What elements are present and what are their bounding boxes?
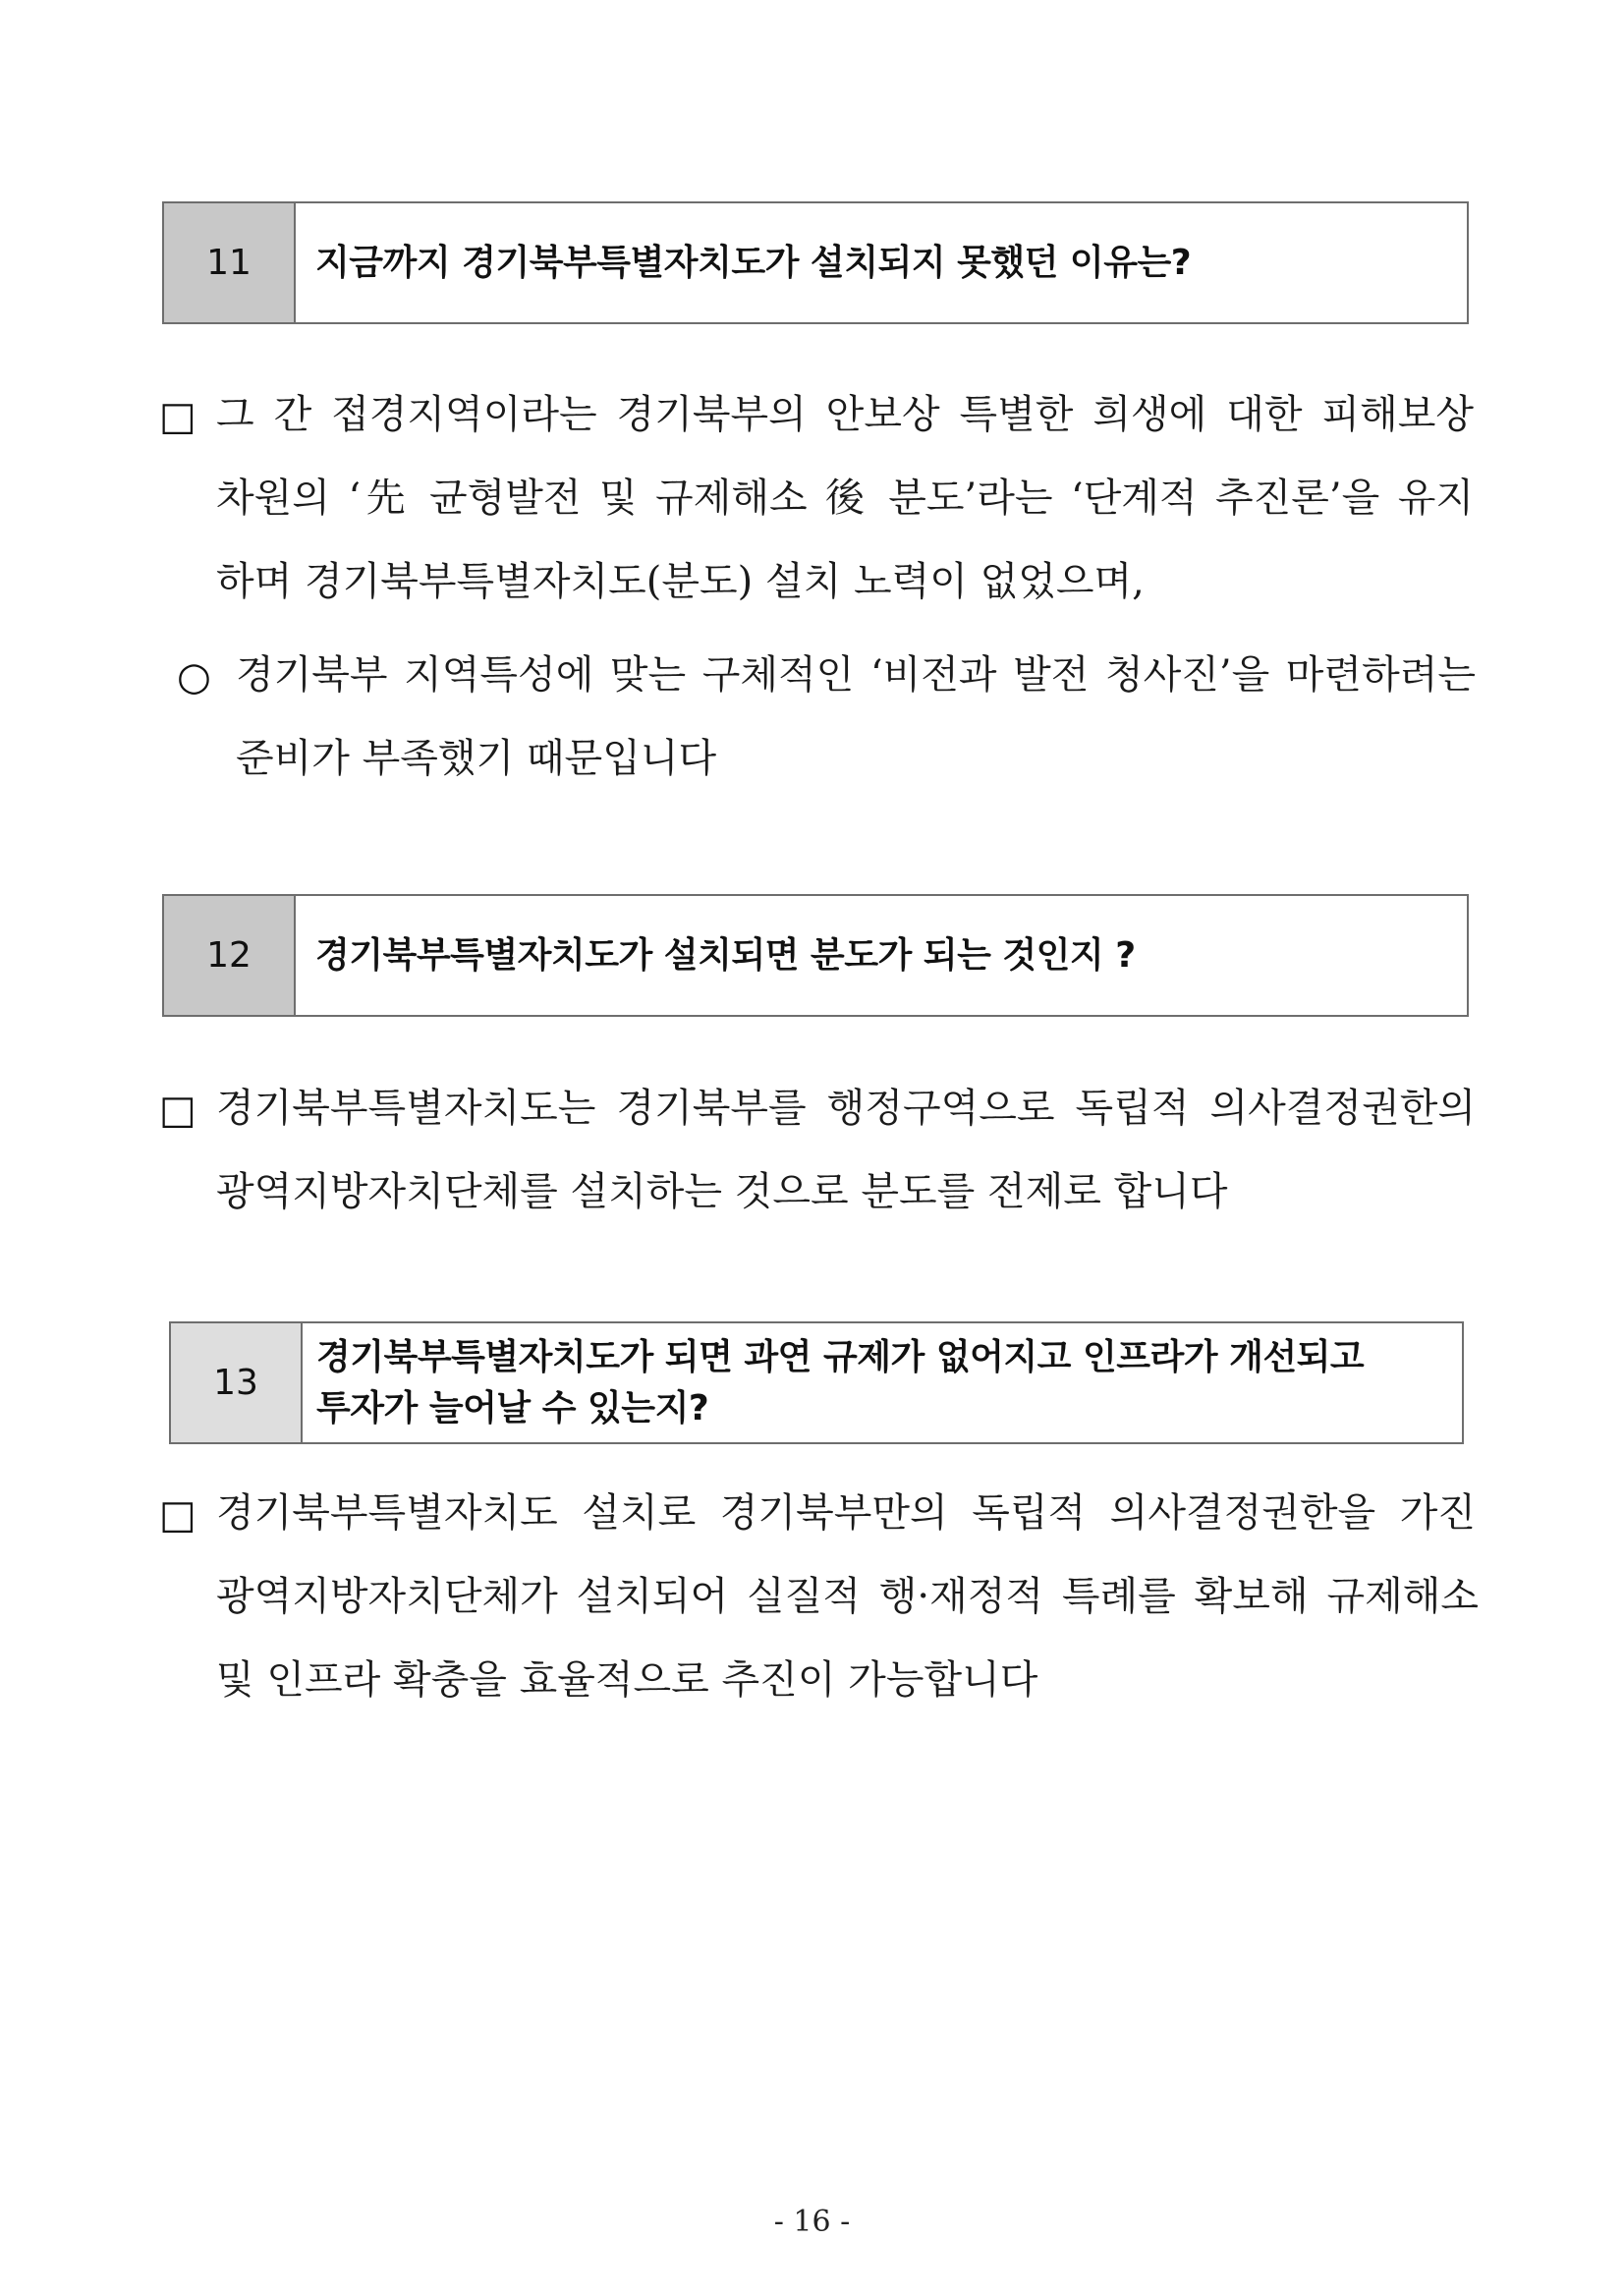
question-number: 11 <box>164 203 296 322</box>
question-title-line: 경기북부특별자치도가 되면 과연 규제가 없어지고 인프라가 개선되고 <box>316 1336 1365 1377</box>
answer-line: 및 인프라 확충을 효율적으로 추진이 가능합니다 <box>216 1657 1038 1703</box>
question-number: 12 <box>164 896 296 1015</box>
answer-line: 광역지방자치단체가 설치되어 실질적 행·재정적 특례를 확보해 규제해소 <box>216 1574 1479 1619</box>
question-title: 경기북부특별자치도가 설치되면 분도가 되는 것인지 ? <box>315 934 1136 976</box>
answer-line: 경기북부특별자치도 설치로 경기북부만의 독립적 의사결정권한을 가진 <box>216 1490 1476 1536</box>
box-bullet-icon: □ <box>159 1088 196 1133</box>
answer-line: 차원의 ‘先 균형발전 및 규제해소 後 분도’라는 ‘단계적 추진론’을 유지 <box>216 476 1474 521</box>
answer-line: 광역지방자치단체를 설치하는 것으로 분도를 전제로 합니다 <box>216 1169 1228 1214</box>
answer-line: 경기북부 지역특성에 맞는 구체적인 ‘비전과 발전 청사진’을 마련하려는 <box>236 652 1476 698</box>
question-title <box>303 1323 1462 1442</box>
question-header-13 <box>169 1321 1464 1444</box>
box-bullet-icon: □ <box>159 394 196 439</box>
question-title-line: 투자가 늘어날 수 있는지? <box>316 1387 709 1428</box>
question-header-11 <box>162 201 1469 324</box>
answer-line: 준비가 부족했기 때문입니다 <box>236 736 717 781</box>
box-bullet-icon: □ <box>159 1492 196 1538</box>
circle-bullet-icon: ○ <box>177 654 211 700</box>
answer-line: 경기북부특별자치도는 경기북부를 행정구역으로 독립적 의사결정권한의 <box>216 1086 1476 1131</box>
page-number: - 16 - <box>773 2205 851 2239</box>
question-header-12 <box>162 894 1469 1017</box>
answer-line: 그 간 접경지역이라는 경기북부의 안보상 특별한 희생에 대한 피해보상 <box>216 392 1474 437</box>
question-title: 지금까지 경기북부특별자치도가 설치되지 못했던 이유는? <box>315 242 1192 283</box>
answer-line: 하며 경기북부특별자치도(분도) 설치 노력이 없었으며, <box>216 559 1145 604</box>
question-number: 13 <box>171 1323 303 1442</box>
